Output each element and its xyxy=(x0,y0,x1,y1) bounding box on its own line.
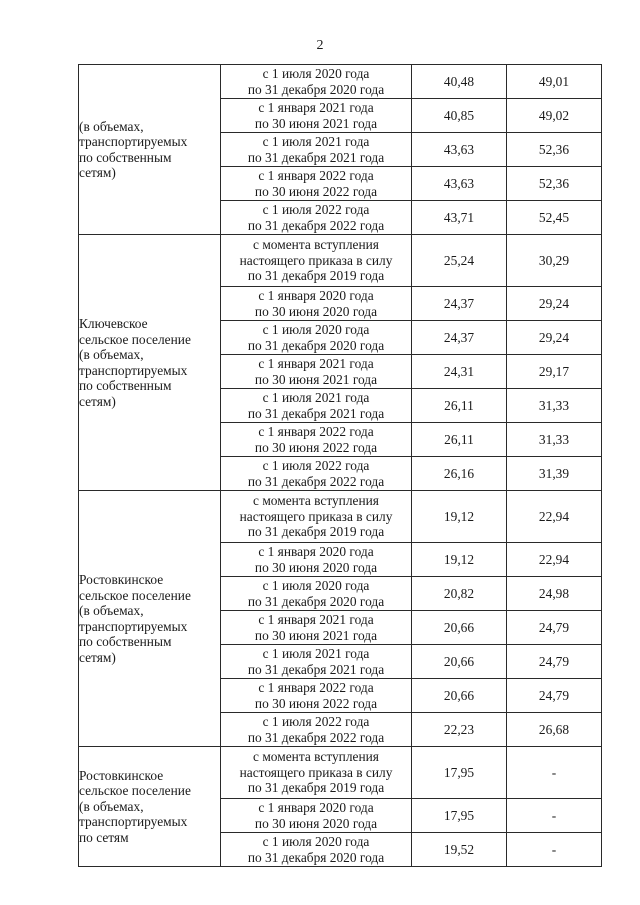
period-cell xyxy=(221,833,412,867)
area-cell xyxy=(79,747,221,867)
tariff-value-2: 30,29 xyxy=(507,235,602,287)
period-cell xyxy=(221,355,412,389)
period-cell xyxy=(221,457,412,491)
period-cell xyxy=(221,287,412,321)
tariff-value-1: 43,63 xyxy=(412,133,507,167)
tariff-value-2: 29,24 xyxy=(507,321,602,355)
period-label: с 1 июля 2021 года по 31 декабря 2021 года xyxy=(247,646,385,677)
period-label: с 1 июля 2021 года по 31 декабря 2021 года xyxy=(247,390,385,421)
period-label: с 1 июля 2020 года по 31 декабря 2020 года xyxy=(247,66,385,97)
period-label: с 1 января 2021 года по 30 июня 2021 года xyxy=(254,612,378,643)
period-cell xyxy=(221,747,412,799)
page-number: 2 xyxy=(316,38,324,53)
tariff-table-body xyxy=(79,65,602,867)
period-cell xyxy=(221,99,412,133)
area-label: Ростовкинское сельское поселение (в объемах, транспортируемых по собственным сетям) xyxy=(79,572,191,665)
area-cell xyxy=(79,491,221,747)
tariff-value-1: 26,16 xyxy=(412,457,507,491)
period-label: с 1 января 2021 года по 30 июня 2021 года xyxy=(254,100,378,131)
period-label: с 1 января 2020 года по 30 июня 2020 года xyxy=(254,288,378,319)
period-cell xyxy=(221,389,412,423)
tariff-value-2: 52,36 xyxy=(507,133,602,167)
area-label: Ростовкинское сельское поселение (в объемах, транспортируемых по сетям xyxy=(79,767,191,845)
period-cell xyxy=(221,799,412,833)
period-cell xyxy=(221,491,412,543)
period-label: с 1 июля 2020 года по 31 декабря 2020 года xyxy=(247,578,385,609)
period-cell xyxy=(221,167,412,201)
period-label: с 1 июля 2022 года по 31 декабря 2022 года xyxy=(247,458,385,489)
tariff-value-2: 29,24 xyxy=(507,287,602,321)
tariff-value-2: 22,94 xyxy=(507,543,602,577)
tariff-value-2: 24,79 xyxy=(507,611,602,645)
period-label: с момента вступления настоящего приказа в силу по 31 декабря 2019 года xyxy=(239,749,393,796)
period-label: с момента вступления настоящего приказа в силу по 31 декабря 2019 года xyxy=(239,493,393,540)
tariff-value-1: 22,23 xyxy=(412,713,507,747)
table-row xyxy=(79,491,602,543)
period-cell xyxy=(221,423,412,457)
tariff-value-1: 19,12 xyxy=(412,543,507,577)
tariff-value-2: 31,33 xyxy=(507,389,602,423)
tariff-value-1: 24,37 xyxy=(412,321,507,355)
period-cell xyxy=(221,679,412,713)
period-label: с 1 января 2021 года по 30 июня 2021 года xyxy=(254,356,378,387)
tariff-value-2: - xyxy=(507,799,602,833)
period-label: с 1 января 2020 года по 30 июня 2020 года xyxy=(254,800,378,831)
period-label: с 1 июля 2022 года по 31 декабря 2022 года xyxy=(247,202,385,233)
tariff-value-2: 52,36 xyxy=(507,167,602,201)
area-label: (в объемах, транспортируемых по собственным сетям) xyxy=(79,118,188,180)
period-cell xyxy=(221,645,412,679)
period-label: с 1 января 2022 года по 30 июня 2022 года xyxy=(254,680,378,711)
tariff-value-1: 40,85 xyxy=(412,99,507,133)
period-label: с 1 июля 2022 года по 31 декабря 2022 года xyxy=(247,714,385,745)
tariff-value-1: 24,31 xyxy=(412,355,507,389)
tariff-value-1: 24,37 xyxy=(412,287,507,321)
period-cell xyxy=(221,133,412,167)
period-cell xyxy=(221,611,412,645)
table-row xyxy=(79,747,602,799)
tariff-value-2: 24,98 xyxy=(507,577,602,611)
tariff-value-1: 25,24 xyxy=(412,235,507,287)
period-cell xyxy=(221,235,412,287)
tariff-value-2: 49,01 xyxy=(507,65,602,99)
tariff-value-2: - xyxy=(507,747,602,799)
area-label: Ключевское сельское поселение (в объемах, транспортируемых по собственным сетям) xyxy=(79,316,191,409)
tariff-value-2: 31,39 xyxy=(507,457,602,491)
tariff-table xyxy=(78,64,602,867)
period-label: с 1 июля 2021 года по 31 декабря 2021 года xyxy=(247,134,385,165)
tariff-value-1: 17,95 xyxy=(412,747,507,799)
period-label: с 1 января 2022 года по 30 июня 2022 года xyxy=(254,168,378,199)
table-row xyxy=(79,235,602,287)
period-cell xyxy=(221,321,412,355)
period-label: с 1 июля 2020 года по 31 декабря 2020 года xyxy=(247,834,385,865)
period-cell xyxy=(221,543,412,577)
tariff-value-1: 19,12 xyxy=(412,491,507,543)
period-label: с 1 июля 2020 года по 31 декабря 2020 года xyxy=(247,322,385,353)
tariff-value-1: 43,63 xyxy=(412,167,507,201)
tariff-value-2: 52,45 xyxy=(507,201,602,235)
tariff-value-2: 49,02 xyxy=(507,99,602,133)
period-cell xyxy=(221,201,412,235)
tariff-value-2: 31,33 xyxy=(507,423,602,457)
tariff-value-1: 20,66 xyxy=(412,679,507,713)
tariff-value-2: 29,17 xyxy=(507,355,602,389)
tariff-value-1: 17,95 xyxy=(412,799,507,833)
period-cell xyxy=(221,577,412,611)
tariff-value-2: 24,79 xyxy=(507,645,602,679)
area-cell xyxy=(79,65,221,235)
tariff-value-1: 26,11 xyxy=(412,389,507,423)
tariff-value-2: 26,68 xyxy=(507,713,602,747)
period-label: с момента вступления настоящего приказа в силу по 31 декабря 2019 года xyxy=(239,237,393,284)
tariff-value-1: 43,71 xyxy=(412,201,507,235)
tariff-value-1: 20,82 xyxy=(412,577,507,611)
tariff-value-1: 40,48 xyxy=(412,65,507,99)
tariff-value-1: 19,52 xyxy=(412,833,507,867)
tariff-value-2: 22,94 xyxy=(507,491,602,543)
tariff-value-1: 20,66 xyxy=(412,611,507,645)
period-label: с 1 января 2022 года по 30 июня 2022 года xyxy=(254,424,378,455)
tariff-value-2: 24,79 xyxy=(507,679,602,713)
period-label: с 1 января 2020 года по 30 июня 2020 года xyxy=(254,544,378,575)
area-cell xyxy=(79,235,221,491)
tariff-value-2: - xyxy=(507,833,602,867)
tariff-value-1: 26,11 xyxy=(412,423,507,457)
period-cell xyxy=(221,65,412,99)
tariff-value-1: 20,66 xyxy=(412,645,507,679)
table-row xyxy=(79,65,602,99)
period-cell xyxy=(221,713,412,747)
